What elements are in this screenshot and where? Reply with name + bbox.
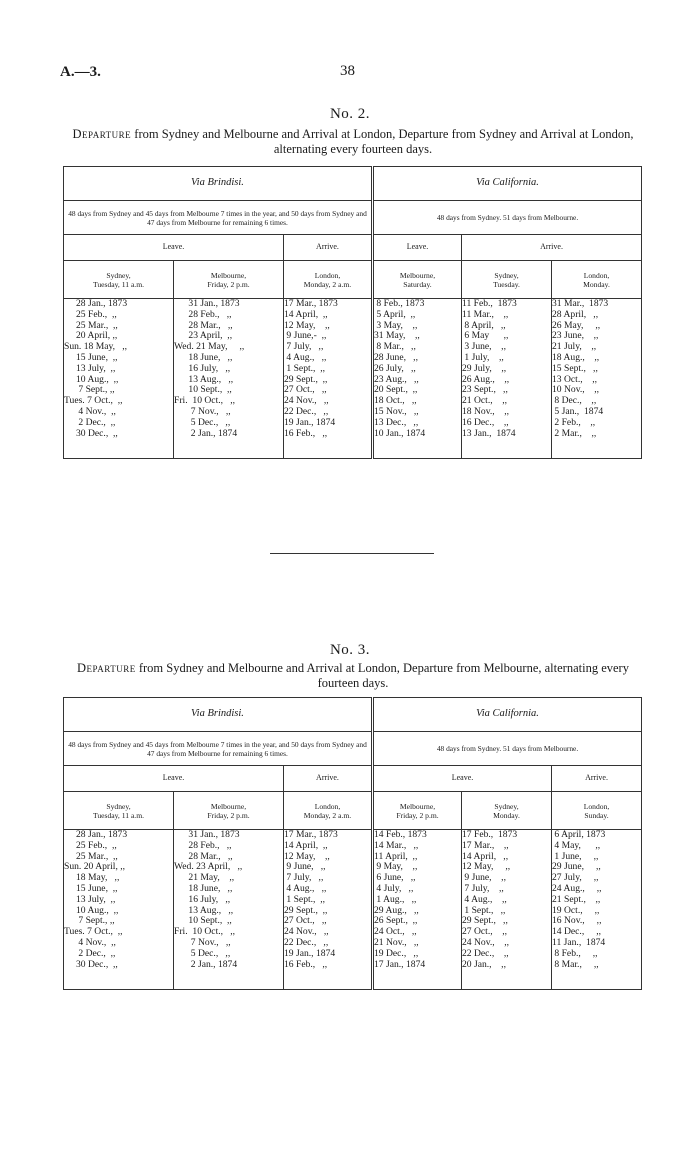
column-heading-line: Monday, 2 a.m. (303, 810, 352, 820)
date-entry: 7 Sept., ,, (64, 384, 115, 396)
date-entry: 18 June, ,, (174, 882, 233, 894)
date-entry: 15 June, ,, (64, 351, 118, 363)
date-entry: 29 Sept., ,, (284, 904, 328, 916)
date-entry: 18 June, ,, (174, 351, 233, 363)
column-heading (462, 792, 552, 830)
date-entry: 11 Jan., 1874 (552, 936, 606, 948)
date-entry: Wed. 23 April, ,, (174, 861, 243, 873)
date-entry: 18 Oct., ,, (374, 395, 417, 407)
column-heading (284, 261, 373, 299)
date-entry: 22 Dec., ,, (284, 936, 329, 948)
date-entry: 4 July, ,, (374, 882, 414, 894)
date-entry: 27 Oct., ,, (462, 926, 508, 938)
date-entry: 2 Jan., 1874 (174, 958, 238, 970)
date-entry: 22 Dec., ,, (284, 405, 329, 417)
leave-label: Leave. (373, 766, 552, 792)
date-entry: 30 Dec., ,, (64, 958, 118, 970)
date-entry: 28 June, ,, (374, 351, 418, 363)
date-entry: 13 July, ,, (64, 893, 116, 905)
date-entry: 11 April, ,, (374, 850, 418, 862)
date-entry: 16 Feb., ,, (284, 958, 328, 970)
series-code: A.—3. (60, 64, 101, 80)
date-entry: 23 April, ,, (174, 330, 233, 342)
leave-label: Leave. (373, 235, 462, 261)
column-heading-line: Saturday. (403, 279, 432, 289)
date-entry: 6 May ,, (462, 330, 509, 342)
column-heading-line: London, (314, 801, 341, 811)
column-heading-line: Sydney, (494, 270, 519, 280)
date-entry: 10 Nov., ,, (552, 384, 600, 396)
date-entry: 9 June, ,, (462, 872, 506, 884)
leave-label: Leave. (64, 766, 284, 792)
date-entry: 23 June, ,, (552, 330, 599, 342)
date-entry: 25 Feb., ,, (64, 308, 117, 320)
date-column (284, 830, 373, 990)
date-entry: 14 April, ,, (462, 850, 509, 862)
brindisi-duration-note: 48 days from Sydney and 45 days from Melbourne 7 times in the year, and 50 days from Sydney and 47 days from Melbourne for remaining 6 times. (64, 201, 373, 235)
date-entry: 11 Feb., 1873 (462, 298, 517, 309)
date-column (174, 299, 284, 459)
date-entry: 14 Dec., ,, (552, 926, 602, 938)
date-entry: 9 June,- ,, (284, 330, 327, 342)
date-entry: 26 May, ,, (552, 319, 601, 331)
date-entry: 21 Oct., ,, (462, 395, 508, 407)
date-entry: Sun. 20 April, ,, (64, 861, 126, 873)
date-entry: 19 Jan., 1874 (284, 947, 336, 959)
timetable (63, 166, 642, 459)
date-entry: 23 Sept., ,, (462, 384, 508, 396)
date-entry: 3 May, ,, (374, 319, 418, 331)
date-entry: 12 May, ,, (284, 850, 330, 862)
date-entry: 12 May, ,, (462, 861, 511, 873)
column-heading-line: Friday, 2 p.m. (396, 810, 439, 820)
date-entry: 27 July, ,, (552, 872, 599, 884)
date-entry: 29 Aug., ,, (374, 904, 419, 916)
date-entry: 28 Feb., ,, (174, 308, 232, 320)
date-column (64, 299, 174, 459)
column-heading-line: Tuesday, 11 a.m. (92, 810, 145, 820)
date-entry: 28 Mar., ,, (174, 850, 233, 862)
date-entry: 14 April, ,, (284, 839, 328, 851)
date-entry: 3 June, ,, (462, 341, 506, 353)
date-column (284, 299, 373, 459)
column-heading-line: Sydney, (106, 801, 131, 811)
column-heading-line: Melbourne, (399, 801, 436, 811)
column-heading-line: Friday, 2 p.m. (207, 810, 250, 820)
date-entry: 13 Aug., ,, (174, 904, 234, 916)
date-entry: 7 Sept., ,, (64, 915, 115, 927)
date-entry: 1 Sept., ,, (284, 893, 326, 905)
via-california-header: Via California. (373, 698, 642, 732)
date-entry: 6 June, ,, (374, 872, 416, 884)
date-column (373, 830, 462, 990)
column-heading-line: London, (583, 801, 610, 811)
column-heading-line: Melbourne, (210, 801, 247, 811)
column-heading-line: London, (314, 270, 341, 280)
date-entry: 10 Aug., ,, (64, 904, 119, 916)
date-entry: 16 July, ,, (174, 362, 231, 374)
date-entry: 4 Nov., ,, (64, 405, 116, 417)
date-entry: 14 Mar., ,, (374, 839, 419, 851)
column-heading (373, 792, 462, 830)
date-entry: 19 Oct., ,, (552, 904, 600, 916)
date-entry: 4 May, ,, (552, 839, 601, 851)
timetable (63, 697, 642, 990)
date-entry: 5 April, ,, (374, 308, 416, 320)
date-entry: 25 Mar., ,, (64, 319, 118, 331)
date-entry: 10 Jan., 1874 (374, 427, 426, 439)
california-duration-note: 48 days from Sydney. 51 days from Melbourne. (373, 201, 642, 235)
date-entry: 25 Feb., ,, (64, 839, 117, 851)
date-column (552, 299, 642, 459)
date-entry: 1 June, ,, (552, 850, 599, 862)
date-entry: 7 July, ,, (284, 341, 324, 353)
column-heading-line: Sunday. (584, 810, 609, 820)
column-heading-line: Sydney, (494, 801, 519, 811)
date-entry: 29 June, ,, (552, 861, 601, 873)
via-california-header: Via California. (373, 167, 642, 201)
date-entry: 21 July, ,, (552, 341, 597, 353)
date-entry: 13 Oct., ,, (552, 373, 598, 385)
arrive-label: Arrive. (552, 766, 642, 792)
date-entry: 26 July, ,, (374, 362, 416, 374)
date-entry: 20 Sept., ,, (374, 384, 418, 396)
title-rest: from Sydney and Melbourne and Arrival at London, Departure from Sydney and Arrival at London, alternating every fourteen days. (131, 127, 634, 156)
date-entry: 29 July, ,, (462, 362, 507, 374)
date-entry: 24 Nov., ,, (284, 926, 329, 938)
section-number: No. 2. (329, 106, 371, 122)
arrive-label: Arrive. (284, 235, 373, 261)
column-heading (552, 261, 642, 299)
date-entry: 4 Aug., ,, (284, 882, 327, 894)
date-entry: 5 Jan., 1874 (552, 405, 604, 417)
date-entry: 24 Nov., ,, (284, 395, 329, 407)
column-heading-line: Monday. (493, 810, 520, 820)
column-heading (373, 261, 462, 299)
date-entry: 5 Dec., ,, (174, 416, 231, 428)
date-entry: 28 April, ,, (552, 308, 599, 320)
column-heading-line: Monday. (583, 279, 610, 289)
date-entry: 10 Aug., ,, (64, 373, 119, 385)
arrive-label: Arrive. (462, 235, 642, 261)
date-entry: 21 Sept., ,, (552, 893, 601, 905)
date-entry: 8 Mar., ,, (552, 958, 599, 970)
date-entry: 18 May, ,, (64, 872, 120, 884)
section-number: No. 3. (329, 642, 371, 658)
date-entry: 2 Dec., ,, (64, 947, 116, 959)
column-heading (284, 792, 373, 830)
page-number: 38 (340, 63, 355, 79)
via-brindisi-header: Via Brindisi. (64, 167, 373, 201)
date-entry: 17 Mar., ,, (462, 839, 509, 851)
date-entry: 5 Dec., ,, (174, 947, 231, 959)
date-entry: 24 Nov., ,, (462, 936, 510, 948)
date-entry: 15 June, ,, (64, 882, 118, 894)
date-entry: 28 Mar., ,, (174, 319, 233, 331)
date-entry: Fri. 10 Oct., ,, (174, 395, 236, 407)
date-entry: 31 Mar., 1873 (552, 298, 609, 309)
date-entry: 8 Feb., 1873 (374, 298, 425, 309)
date-entry: 4 Nov., ,, (64, 936, 116, 948)
title-lead: Departure (77, 661, 136, 675)
column-heading (552, 792, 642, 830)
section-title (58, 661, 648, 691)
date-entry: 28 Jan., 1873 (64, 298, 128, 309)
column-heading-line: Tuesday, 11 a.m. (92, 279, 145, 289)
date-entry: 21 May, ,, (174, 872, 235, 884)
date-entry: 20 Jan., ,, (462, 958, 506, 970)
date-entry: 17 Mar., 1873 (284, 298, 338, 309)
date-entry: 12 May, ,, (284, 319, 330, 331)
date-column (174, 830, 284, 990)
column-heading (174, 792, 284, 830)
date-entry: 27 Oct., ,, (284, 915, 327, 927)
title-rest: from Sydney and Melbourne and Arrival at London, Departure from Melbourne, alternating every fourteen days. (135, 661, 629, 690)
date-entry: 30 Dec., ,, (64, 427, 118, 439)
date-entry: 21 Nov., ,, (374, 936, 419, 948)
section-title (58, 127, 648, 157)
date-entry: 14 April, ,, (284, 308, 328, 320)
date-entry: 14 Feb., 1873 (374, 829, 427, 840)
date-column (462, 830, 552, 990)
date-entry: Sun. 18 May, ,, (64, 341, 128, 353)
column-heading-line: Melbourne, (399, 270, 436, 280)
date-entry: 8 Feb., ,, (552, 947, 598, 959)
date-entry: 7 July, ,, (462, 882, 504, 894)
date-entry: 7 July, ,, (284, 872, 324, 884)
date-entry: 31 Jan., 1873 (174, 829, 240, 840)
column-heading-line: Friday, 2 p.m. (207, 279, 250, 289)
date-entry: 7 Nov., ,, (174, 936, 231, 948)
date-entry: 24 Oct., ,, (374, 926, 417, 938)
date-entry: 29 Sept., ,, (284, 373, 328, 385)
date-entry: 13 Jan., 1874 (462, 427, 516, 439)
date-entry: 22 Dec., ,, (462, 947, 509, 959)
column-heading (64, 792, 174, 830)
date-entry: 25 Mar., ,, (64, 850, 118, 862)
date-entry: 15 Nov., ,, (374, 405, 419, 417)
date-entry: 16 Feb., ,, (284, 427, 328, 439)
date-entry: 17 Mar., 1873 (284, 829, 338, 840)
date-entry: 7 Nov., ,, (174, 405, 231, 417)
date-entry: 26 Sept., ,, (374, 915, 418, 927)
date-entry: 2 Jan., 1874 (174, 427, 238, 439)
date-entry: 19 Jan., 1874 (284, 416, 336, 428)
section-divider (270, 553, 434, 554)
date-entry: 9 June, ,, (284, 861, 326, 873)
date-entry: 23 Aug., ,, (374, 373, 419, 385)
date-entry: 10 Sept., ,, (174, 384, 232, 396)
date-entry: 13 July, ,, (64, 362, 116, 374)
date-entry: 11 Mar., ,, (462, 308, 509, 320)
date-entry: 28 Feb., ,, (174, 839, 232, 851)
date-entry: 16 Nov., ,, (552, 915, 602, 927)
date-entry: 18 Aug., ,, (552, 351, 600, 363)
date-entry: 26 Aug., ,, (462, 373, 510, 385)
column-heading (64, 261, 174, 299)
date-entry: 13 Aug., ,, (174, 373, 234, 385)
date-entry: 16 July, ,, (174, 893, 231, 905)
date-entry: 13 Dec., ,, (374, 416, 419, 428)
date-column (64, 830, 174, 990)
date-entry: 17 Jan., 1874 (374, 958, 426, 970)
date-entry: 1 Sept., ,, (284, 362, 326, 374)
date-entry: 9 May, ,, (374, 861, 418, 873)
date-entry: 17 Feb., 1873 (462, 829, 518, 840)
date-entry: 6 April, 1873 (552, 829, 606, 840)
date-column (462, 299, 552, 459)
title-lead: Departure (72, 127, 132, 141)
date-entry: Tues. 7 Oct., ,, (64, 395, 123, 407)
date-entry: 29 Sept., ,, (462, 915, 508, 927)
column-heading (462, 261, 552, 299)
column-heading-line: Tuesday. (493, 279, 520, 289)
date-entry: Wed. 21 May, ,, (174, 341, 245, 353)
date-entry: 18 Nov., ,, (462, 405, 510, 417)
date-entry: 27 Oct., ,, (284, 384, 327, 396)
date-entry: 2 Feb., ,, (552, 416, 596, 428)
date-entry: 15 Sept., ,, (552, 362, 598, 374)
date-entry: Tues. 7 Oct., ,, (64, 926, 123, 938)
date-entry: 4 Aug., ,, (284, 351, 327, 363)
brindisi-duration-note: 48 days from Sydney and 45 days from Melbourne 7 times in the year, and 50 days from Sydney and 47 days from Melbourne for remaining 6 times. (64, 732, 373, 766)
date-entry: Fri. 10 Oct., ,, (174, 926, 236, 938)
column-heading-line: Monday, 2 a.m. (303, 279, 352, 289)
date-entry: 8 Mar., ,, (374, 341, 416, 353)
column-heading-line: Melbourne, (210, 270, 247, 280)
date-entry: 28 Jan., 1873 (64, 829, 128, 840)
date-entry: 20 April, ,, (64, 330, 118, 342)
column-heading-line: Sydney, (106, 270, 131, 280)
column-heading (174, 261, 284, 299)
date-entry: 31 Jan., 1873 (174, 298, 240, 309)
column-heading-line: London, (583, 270, 610, 280)
date-entry: 4 Aug., ,, (462, 893, 507, 905)
date-entry: 19 Dec., ,, (374, 947, 419, 959)
date-entry: 2 Dec., ,, (64, 416, 116, 428)
date-entry: 1 July, ,, (462, 351, 504, 363)
date-column (373, 299, 462, 459)
date-entry: 31 May, ,, (374, 330, 420, 342)
date-entry: 24 Aug., ,, (552, 882, 602, 894)
date-entry: 2 Mar., ,, (552, 427, 597, 439)
arrive-label: Arrive. (284, 766, 373, 792)
date-entry: 10 Sept., ,, (174, 915, 232, 927)
california-duration-note: 48 days from Sydney. 51 days from Melbourne. (373, 732, 642, 766)
date-entry: 16 Dec., ,, (462, 416, 509, 428)
date-entry: 8 April, ,, (462, 319, 506, 331)
via-brindisi-header: Via Brindisi. (64, 698, 373, 732)
date-entry: 8 Dec., ,, (552, 395, 597, 407)
leave-label: Leave. (64, 235, 284, 261)
date-entry: 1 Sept., ,, (462, 904, 506, 916)
date-column (552, 830, 642, 990)
date-entry: 1 Aug., ,, (374, 893, 417, 905)
